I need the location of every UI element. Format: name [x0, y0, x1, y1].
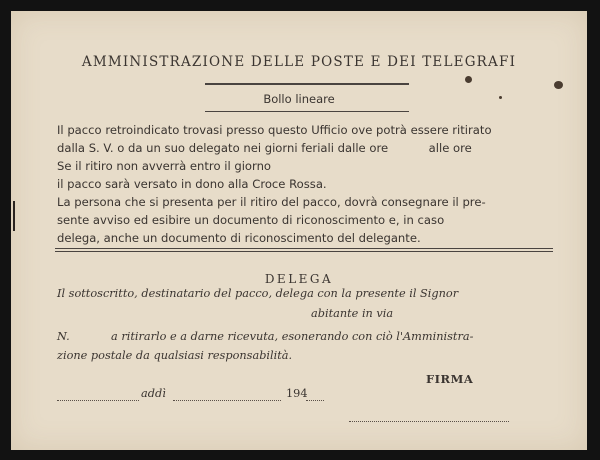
postal-notice-card — [11, 11, 587, 450]
delega-title: DELEGA — [264, 272, 334, 286]
ink-spot — [499, 96, 502, 99]
notice-line-4: il pacco sarà versato in dono alla Croce Rossa. — [57, 177, 327, 191]
ink-spot — [465, 76, 472, 83]
left-edge-mark — [13, 201, 15, 231]
delega-line-2: abitante in via — [311, 307, 394, 320]
place-dotted-line — [57, 400, 139, 401]
addi-label: addì — [141, 387, 166, 400]
administration-title: AMMINISTRAZIONE DELLE POSTE E DEI TELEGRAFI — [81, 54, 517, 70]
notice-line-7: delega, anche un documento di riconoscimento del delegante. — [57, 231, 421, 245]
firma-label: FIRMA — [426, 372, 474, 386]
notice-line-6: sente avviso ed esibire un documento di riconoscimento e, in caso — [57, 213, 445, 227]
signature-dotted-line — [349, 421, 509, 422]
title-underline — [205, 83, 409, 85]
bollo-lineare-label: Bollo lineare — [263, 92, 335, 106]
notice-line-1: Il pacco retroindicato trovasi presso questo Ufficio ove potrà essere ritirato — [57, 123, 492, 137]
year-dotted-line — [306, 400, 324, 401]
notice-line-5: La persona che si presenta per il ritiro del pacco, dovrà consegnare il pre- — [57, 195, 486, 209]
delega-line-3-prefix: N. — [57, 330, 70, 343]
date-dotted-line — [173, 400, 281, 401]
delega-line-4: zione postale da qualsiasi responsabilità. — [57, 349, 293, 362]
section-divider-bottom — [55, 251, 553, 252]
delega-line-3: a ritirarlo e a darne ricevuta, esonerando con ciò l'Amministra- — [111, 330, 474, 343]
year-label: 194 — [286, 387, 308, 400]
delega-line-1: Il sottoscritto, destinatario del pacco, delega con la presente il Signor — [57, 287, 459, 300]
bollo-underline — [205, 111, 409, 112]
notice-line-3: Se il ritiro non avverrà entro il giorno — [57, 159, 272, 173]
section-divider-top — [55, 248, 553, 249]
notice-line-2: dalla S. V. o da un suo delegato nei giorni feriali dalle ore alle ore — [57, 141, 472, 155]
ink-spot — [554, 81, 563, 89]
